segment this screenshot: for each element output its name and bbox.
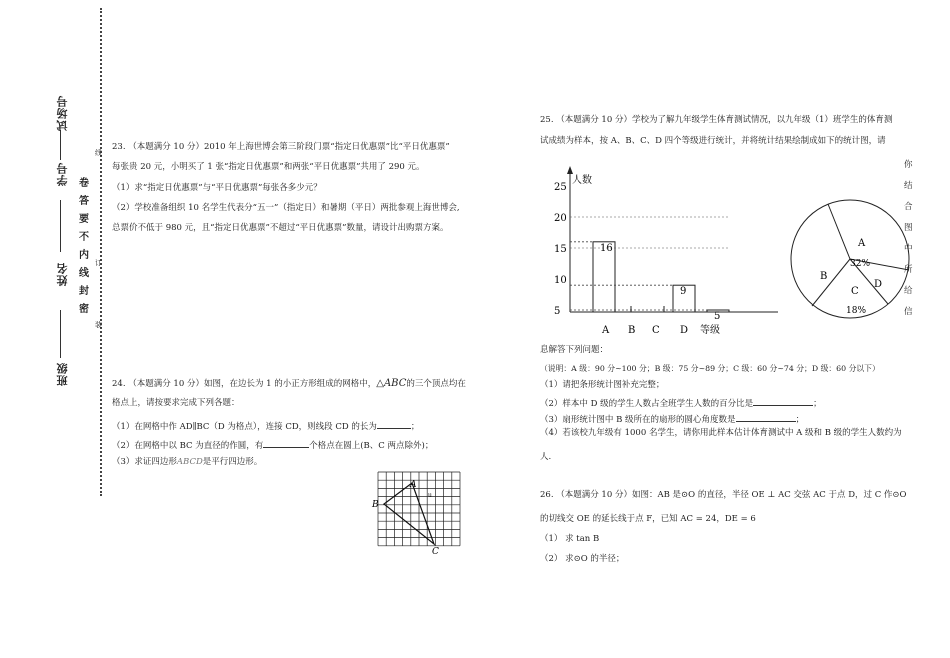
pie-label-b: B: [820, 271, 828, 282]
y-tick-label: 5: [554, 306, 561, 317]
q24-part3: （3）求证四边形ABCD是平行四边形。: [112, 457, 263, 467]
q25-part1: （1）请把条形统计图补充完整；: [540, 380, 665, 390]
seal-char: 答: [79, 196, 89, 207]
seal-char: 封: [79, 286, 89, 297]
pie-label-c: C: [851, 286, 859, 297]
label-small: u: [428, 492, 432, 499]
pie-percent-a: 32%: [850, 259, 871, 269]
q23-line2: 每张贵 20 元，小明买了 1 张“指定日优惠票”和两张“平日优惠票”共用了 290 元。: [112, 162, 425, 172]
triangle-abc: [384, 483, 434, 544]
q26-part1: （1） 求 tan B: [540, 534, 600, 544]
y-tick-label: 25: [554, 182, 567, 193]
bar-data-label: 9: [680, 286, 687, 298]
pie-divider-ab: [828, 204, 850, 259]
q24-answer-blank-2[interactable]: [263, 438, 309, 448]
q25-part2: （2）样本中 D 级的学生人数占全班学生人数的百分比是 ；: [540, 396, 822, 410]
q24-line2: 格点上，请按要求完成下列各题：: [112, 398, 240, 408]
q24-part1: （1）在网格中作 AD∥BC（D 为格点），连接 CD，则线段 CD 的长为 ；: [112, 419, 419, 433]
class-label: 班级: [56, 362, 69, 386]
bar-chart: [540, 162, 780, 342]
name-label: 姓名: [56, 262, 69, 286]
pie-percent-c: 18%: [846, 306, 867, 316]
q25-side-char: 结: [904, 181, 913, 191]
exam-room-label: 试场号: [56, 95, 69, 131]
seal-char: 密: [79, 304, 89, 315]
q24-header: 24. （本题满分 10 分）如图，在边长为 1 的小正方形组成的网格中，△ABC的三个顶点均在: [112, 378, 466, 389]
q25-side-char: 信: [904, 307, 913, 317]
class-underline: [60, 310, 61, 358]
seal-char: 不: [79, 232, 89, 243]
q25-part4-end: 人.: [540, 452, 552, 462]
q23-part1: （1）求“指定日优惠票”与“平日优惠票”每张各多少元？: [112, 183, 322, 193]
bar-data-label: 16: [600, 242, 613, 254]
label-c: C: [432, 547, 439, 557]
seal-char: 内: [79, 250, 89, 261]
q25-side-char: 合: [904, 202, 913, 212]
pie-label-d: D: [874, 279, 883, 290]
q25-answer-blank-3[interactable]: [736, 412, 796, 422]
bar-data-label: 5: [714, 311, 721, 322]
q25-part3: （3）扇形统计图中 B 级所在的扇形的圆心角度数是 ；: [540, 412, 804, 426]
q24-part2: （2）在网格中以 BC 为直径的作圆，有 个格点在圆上(B、C 两点除外)；: [112, 438, 433, 452]
q25-side-char: 图: [904, 223, 913, 233]
x-axis-label: 等级: [700, 325, 720, 336]
x-tick-label: C: [652, 325, 660, 336]
q25-side-char: 你: [904, 160, 913, 170]
y-axis-arrow: [567, 166, 573, 174]
y-axis-label: 人数: [572, 175, 592, 186]
q24-grid-figure: [368, 468, 468, 558]
q25-side-char: 给: [904, 286, 913, 296]
q26-header: 26. （本题满分 10 分）如图：AB 是⊙O 的直径，半径 OE ⊥ AC 交弦 AC 于点 D，过 C 作⊙O: [540, 490, 907, 500]
q25-side-char: 中: [904, 244, 913, 254]
q23-part2a: （2）学校准备组织 10 名学生代表分“五一”（指定日）和暑期（平日）两批参观上海世博会,: [112, 203, 460, 213]
pie-chart: [790, 196, 915, 321]
q25-side-char: 所: [904, 265, 913, 275]
seal-char: 卷: [79, 178, 89, 189]
name-underline: [60, 200, 61, 252]
mark-xian: 线: [95, 149, 102, 157]
binding-dotted-line: [100, 8, 102, 496]
x-tick-label: D: [680, 325, 689, 336]
student-id-underline: [60, 130, 61, 160]
mark-zhuang: 装: [95, 321, 102, 329]
x-tick-label: B: [628, 325, 636, 336]
q23-part2b: 总票价不低于 980 元，且“指定日优惠票”不超过“平日优惠票”数量，请设计出购票方案。: [112, 223, 449, 233]
q24-answer-blank-1[interactable]: [377, 419, 411, 429]
y-tick-label: 20: [554, 213, 567, 224]
q25-line2: 试成绩为样本，按 A、B、C、D 四个等级进行统计，并将统计结果绘制成如下的统计图，请: [540, 136, 886, 146]
seal-char: 线: [79, 268, 89, 279]
y-tick-label: 10: [554, 275, 567, 286]
x-tick-label: A: [602, 325, 610, 336]
y-tick-label: 15: [554, 244, 567, 255]
q25-header: 25. （本题满分 10 分）学校为了解九年级学生体育测试情况，以九年级（1）班学生的体育测: [540, 115, 893, 125]
label-b: B: [372, 500, 379, 510]
q25-answer-blank-2[interactable]: [753, 396, 813, 406]
q25-line3: 息解答下列问题：: [540, 345, 609, 355]
label-a: A: [410, 480, 417, 490]
pie-label-a: A: [858, 238, 866, 249]
q26-part2: （2） 求⊙O 的半径；: [540, 554, 625, 564]
mark-ding: 订: [95, 259, 102, 267]
student-id-label: 学号: [56, 162, 69, 186]
pie-divider-cb: [812, 259, 850, 306]
q25-part4: （4）若该校九年级有 1000 名学生，请你用此样本估计体育测试中 A 级和 B 级的学生人数约为: [540, 428, 902, 438]
q23-header: 23. （本题满分 10 分）2010 年上海世博会第三阶段门票“指定日优惠票”比“平日优惠票”: [112, 142, 450, 152]
q26-line2: 的切线交 OE 的延长线于点 F，已知 AC = 24，DE = 6: [540, 514, 756, 524]
seal-char: 要: [79, 214, 89, 225]
q25-note: （说明：A 级：90 分~100 分；B 级：75 分~89 分；C 级：60 分~74 分；D 级：60 分以下）: [540, 364, 880, 373]
